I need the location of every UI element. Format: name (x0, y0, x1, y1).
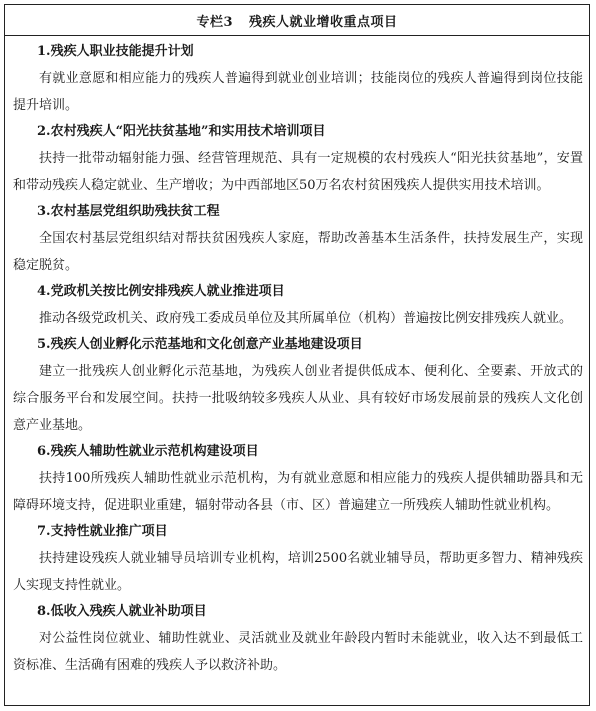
project-item (13, 199, 583, 279)
project-description: 扶持建设残疾人就业辅导员培训专业机构，培训2500名就业辅导员，帮助更多智力、精神残疾人实现支持性就业。 (13, 551, 583, 593)
project-description: 有就业意愿和相应能力的残疾人普遍得到就业创业培训；技能岗位的残疾人普遍得到岗位技能提升培训。 (13, 71, 583, 113)
project-item (13, 519, 583, 599)
project-title: 3.农村基层党组织助残扶贫工程 (37, 204, 220, 219)
project-title: 8.低收入残疾人就业补助项目 (37, 604, 207, 619)
project-description: 扶持一批带动辐射能力强、经营管理规范、具有一定规模的农村残疾人“阳光扶贫基地”，安置和带动残疾人稳定就业、生产增收；为中西部地区50万名农村贫困残疾人提供实用技术培训。 (13, 151, 583, 193)
project-description: 全国农村基层党组织结对帮扶贫困残疾人家庭，帮助改善基本生活条件，扶持发展生产，实现稳定脱贫。 (13, 231, 583, 273)
project-item (13, 599, 583, 679)
project-item (13, 439, 583, 519)
project-title: 5.残疾人创业孵化示范基地和文化创意产业基地建设项目 (37, 337, 363, 352)
project-item (13, 39, 583, 119)
project-title: 7.支持性就业推广项目 (37, 524, 168, 539)
column-header (5, 5, 589, 36)
project-title: 6.残疾人辅助性就业示范机构建设项目 (37, 444, 259, 459)
project-description: 扶持100所残疾人辅助性就业示范机构，为有就业意愿和相应能力的残疾人提供辅助器具和无障碍环境支持，促进职业重建，辐射带动各县（市、区）普遍建立一所残疾人辅助性就业机构。 (13, 471, 583, 513)
project-list (5, 36, 589, 679)
project-title: 1.残疾人职业技能提升计划 (37, 44, 194, 59)
project-description: 建立一批残疾人创业孵化示范基地，为残疾人创业者提供低成本、便利化、全要素、开放式的综合服务平台和发展空间。扶持一批吸纳较多残疾人从业、具有较好市场发展前景的残疾人文化创意产业基地。 (13, 364, 583, 433)
column-label: 专栏3 (196, 14, 234, 30)
project-item (13, 279, 583, 332)
column-title: 残疾人就业增收重点项目 (249, 14, 398, 30)
project-title: 2.农村残疾人“阳光扶贫基地”和实用技术培训项目 (37, 124, 326, 139)
project-description: 推动各级党政机关、政府残工委成员单位及其所属单位（机构）普遍按比例安排残疾人就业。 (39, 311, 573, 326)
project-description: 对公益性岗位就业、辅助性就业、灵活就业及就业年龄段内暂时未能就业，收入达不到最低工资标准、生活确有困难的残疾人予以救济补助。 (13, 631, 583, 673)
project-item (13, 119, 583, 199)
project-item (13, 332, 583, 439)
special-column-box (4, 4, 590, 706)
project-title: 4.党政机关按比例安排残疾人就业推进项目 (37, 284, 285, 299)
